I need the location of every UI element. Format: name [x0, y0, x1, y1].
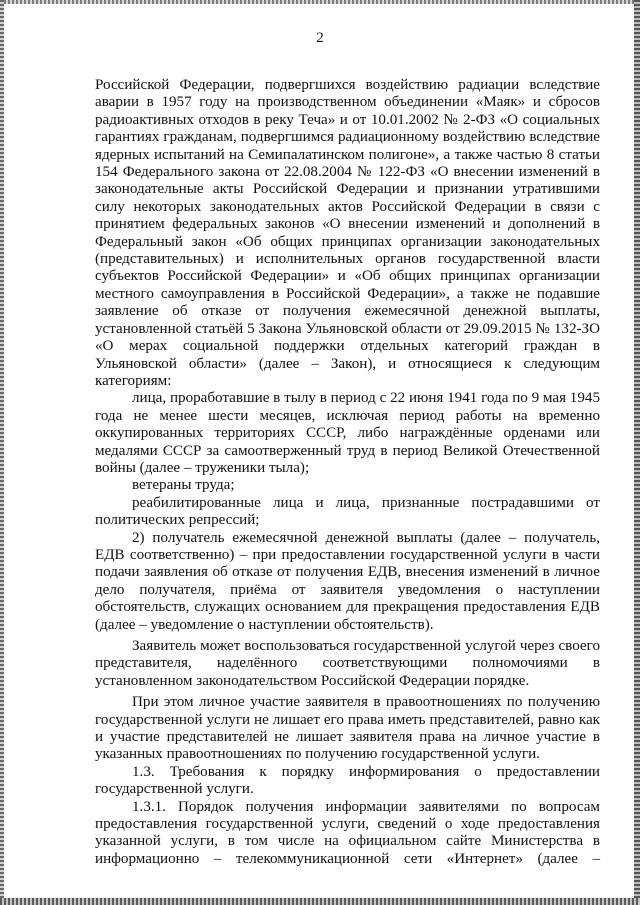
paragraph-section-1-3: 1.3. Требования к порядку информирования о предоставлении государственной услуги.	[95, 763, 600, 798]
paragraph-section-1-3-1: 1.3.1. Порядок получения информации заявителями по вопросам предоставления государственной услуги, сведений о ходе предоставления указанной услуги, в том числе на официальном сайте Министерства в информационно – телекоммуникационной сети «Интернет» (далее –	[95, 798, 600, 867]
scan-edge-left	[0, 0, 4, 905]
paragraph-personal-participation: При этом личное участие заявителя в правоотношениях по получению государственной услуги не лишает его права иметь представителей, равно как и участие представителей не лишает заявителя права на личное участие в указанных правоотношениях по получению государственной услуги.	[95, 694, 600, 763]
paragraph-home-front-workers: лица, проработавшие в тылу в период с 22 июня 1941 года по 9 мая 1945 года не менее шести месяцев, исключая период работы на временно оккупированных территориях СССР, либо награждённые орденами или медалями СССР за самоотверженный труд в период Великой Отечественной войны (далее – труженики тыла);	[95, 390, 600, 476]
scan-edge-bottom	[0, 898, 640, 905]
paragraph-representative: Заявитель может воспользоваться государственной услугой через своего представителя, наделённого соответствующими полномочиями в установленном законодательством Российской Федерации порядке.	[95, 638, 600, 689]
scan-edge-right	[634, 0, 640, 905]
document-body	[95, 77, 600, 868]
paragraph-labor-veterans: ветераны труда;	[132, 477, 235, 494]
page-number: 2	[316, 30, 324, 46]
scan-edge-top	[0, 0, 640, 4]
paragraph-recipient: 2) получатель ежемесячной денежной выплаты (далее – получатель, ЕДВ соответственно) – при предоставлении государственной услуги в части подачи заявления об отказе от получения ЕДВ, внесения изменений в личное дело получателя, приёма от заявителя уведомления о наступлении обстоятельств, служащих основанием для прекращения предоставления ЕДВ (далее – уведомление о наступлении обстоятельств).	[95, 529, 600, 633]
paragraph-continuation: Российской Федерации, подвергшихся воздействию радиации вследствие аварии в 1957 году на производственном объединении «Маяк» и сбросов радиоактивных отходов в реку Теча» и от 10.01.2002 № 2-ФЗ «О социальных гарантиях гражданам, подвергшимся радиационному воздействию вследствие ядерных испытаний на Семипалатинском полигоне», а также частью 8 статьи 154 Федерального закона от 22.08.2004 № 122-ФЗ «О внесении изменений в законодательные акты Российской Федерации и признании утратившими силу некоторых законодательных актов Российской Федерации в связи с принятием федеральных законов «О внесении изменений и дополнений в Федеральный закон «Об общих принципах организации законодательных (представительных) и исполнительных органов государственной власти субъектов Российской Федерации» и «Об общих принципах организации местного самоуправления в Российской Федерации», а также не подавшие заявление об отказе от получения ежемесячной денежной выплаты, установленной статьёй 5 Закона Ульяновской области от 29.09.2015 № 132-ЗО «О мерах социальной поддержки отдельных категорий граждан в Ульяновской области» (далее – Закон), и относящиеся к следующим категориям:	[95, 77, 600, 389]
paragraph-rehabilitated: реабилитированные лица и лица, признанные пострадавшими от политических репрессий;	[95, 494, 600, 529]
